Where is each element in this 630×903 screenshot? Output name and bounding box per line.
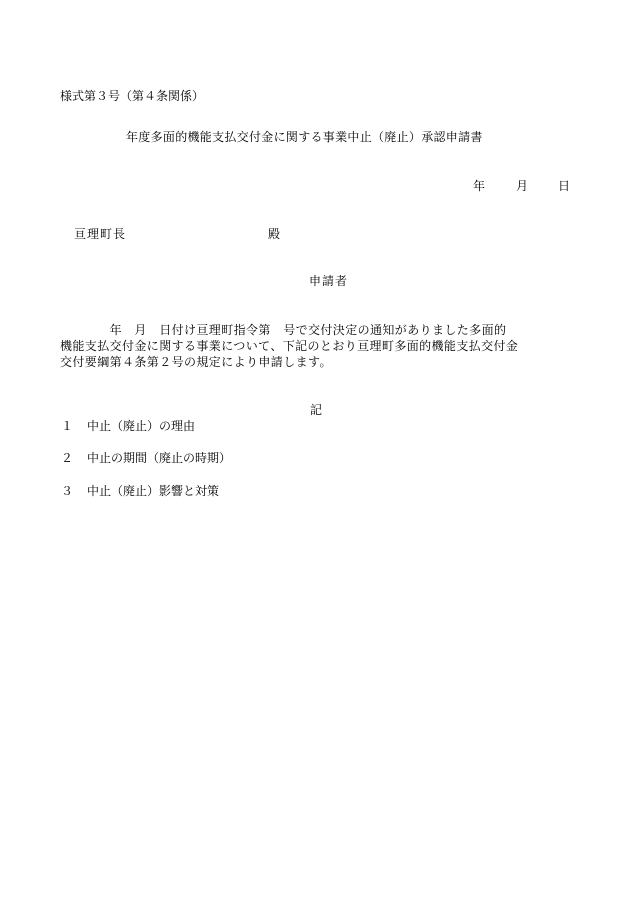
list-item-text: 中止（廃止）の理由 <box>87 419 196 433</box>
date-year-label: 年 <box>473 179 486 193</box>
document-title: 年度多面的機能支払交付金に関する事業中止（廃止）承認申請書 <box>126 130 483 144</box>
addressee: 亘理町長 <box>74 227 127 241</box>
list-item-text: 中止（廃止）影響と対策 <box>87 484 220 498</box>
list-item-number: １ <box>61 419 74 433</box>
list-item <box>61 451 231 465</box>
body-text-line: 機能支払交付金に関する事業について、下記のとおり亘理町多面的機能支払交付金 <box>60 339 519 353</box>
body-text-line: 年 月 日付け亘理町指令第 号で交付決定の通知がありました多面的 <box>60 323 507 337</box>
list-item <box>61 484 219 498</box>
ki-label: 記 <box>310 403 323 417</box>
date-day-label: 日 <box>558 179 571 193</box>
list-item-number: ２ <box>61 451 74 465</box>
applicant-label: 申請者 <box>309 274 349 288</box>
list-item-text: 中止の期間（廃止の時期） <box>87 451 232 465</box>
list-item-number: ３ <box>61 484 74 498</box>
body-text-line: 交付要綱第４条第２号の規定により申請します。 <box>60 355 332 369</box>
list-item <box>61 419 195 433</box>
date-month-label: 月 <box>516 179 529 193</box>
form-number: 様式第３号（第４条関係） <box>60 89 205 103</box>
honorific: 殿 <box>268 227 281 241</box>
